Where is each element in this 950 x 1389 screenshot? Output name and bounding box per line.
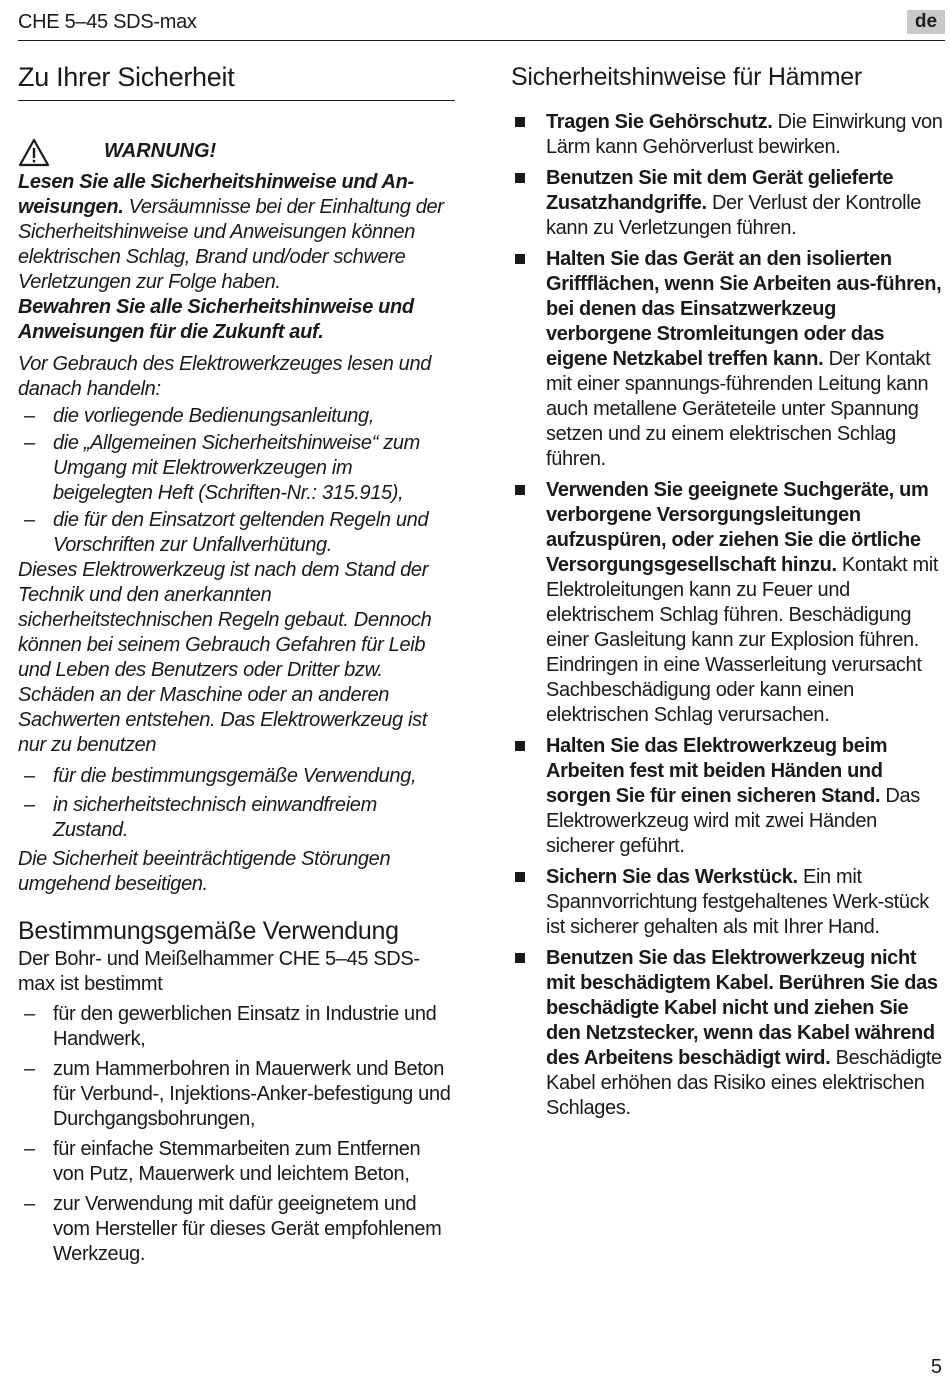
bullet-square-icon [515, 741, 525, 751]
bullet-square-icon [515, 872, 525, 882]
language-badge: de [907, 10, 945, 34]
section-intro: Der Bohr- und Meißelhammer CHE 5–45 SDS-max ist bestimmt [18, 948, 420, 995]
list-item: – zum Hammerbohren in Mauerwerk und Beton für Verbund-, Injektions-Anker-befestigung und Durchgangsbohrungen, [24, 1058, 451, 1130]
bullet-square-icon [515, 485, 525, 495]
list-item: – in sicherheitstechnisch einwandfreiem Zustand. [24, 794, 377, 841]
list-item: Benutzen Sie mit dem Gerät gelieferte Zusatzhandgriffe. Der Verlust der Kontrolle kann zu Verletzungen führen. [511, 166, 945, 241]
bullet-square-icon [515, 953, 525, 963]
warning-bold-2: Bewahren Sie alle Sicherheitshinweise und Anweisungen für die Zukunft auf. [18, 296, 414, 343]
warning-heading [18, 138, 455, 168]
bullet-square-icon [515, 173, 525, 183]
list-item: – die „Allgemeinen Sicherheitshinweise“ zum Umgang mit Elektrowerkzeugen im beigelegten Heft (Schriften-Nr.: 315.915), [24, 432, 420, 504]
intro-text: Vor Gebrauch des Elektrowerkzeuges lesen und danach handeln: [18, 353, 431, 400]
use-list [18, 764, 455, 843]
warning-text: Versäumnisse bei der Einhaltung der Sicherheitshinweise und Anweisungen können elektrischen Schlag, Brand und/oder schwere Verletzungen zur Folge haben. [18, 196, 444, 293]
warning-bold-1: Lesen Sie alle Sicherheitshinweise und An-weisungen. [18, 171, 414, 218]
header-title: CHE 5–45 SDS-max [18, 11, 197, 33]
hammer-safety-title: Sicherheitshinweise für Hämmer [511, 63, 862, 91]
warning-triangle-icon [18, 138, 50, 168]
list-item: – zur Verwendung mit dafür geeignetem und vom Hersteller für dieses Gerät empfohlenem Werkzeug. [24, 1193, 442, 1265]
list-item: Tragen Sie Gehörschutz. Die Einwirkung von Lärm kann Gehörverlust bewirken. [511, 110, 945, 160]
closing-text: Die Sicherheit beeinträchtigende Störungen umgehend beseitigen. [18, 848, 391, 895]
purpose-list [18, 1002, 455, 1267]
page-header [18, 10, 945, 41]
bullet-square-icon [515, 117, 525, 127]
list-item: – für einfache Stemmarbeiten zum Entfernen von Putz, Mauerwerk und leichtem Beton, [24, 1138, 421, 1185]
left-column [18, 58, 455, 1267]
list-item: Benutzen Sie das Elektrowerkzeug nicht mit beschädigtem Kabel. Berühren Sie das beschädigte Kabel nicht und ziehen Sie den Netzstecker, wenn das Kabel während des Arbeitens beschädigt wird. Beschädigte Kabel erhöhen das Risiko eines elektrischen Schlages. [511, 946, 945, 1121]
page-number: 5 [930, 1356, 942, 1378]
warning-label: WARNUNG! [104, 140, 217, 162]
list-item: – für den gewerblichen Einsatz in Industrie und Handwerk, [24, 1003, 437, 1050]
list-item: Halten Sie das Elektrowerkzeug beim Arbeiten fest mit beiden Händen und sorgen Sie für einen sicheren Stand. Das Elektrowerkzeug wird mit zwei Händen sicherer geführt. [511, 734, 945, 859]
page-title: Zu Ihrer Sicherheit [18, 58, 455, 101]
list-item: Halten Sie das Gerät an den isolierten Griffflächen, wenn Sie Arbeiten aus-führen, bei denen das Einsatzwerkzeug verborgene Stromleitungen oder das eigene Netzkabel treffen kann. Der Kontakt mit einer spannungs-führenden Leitung kann auch metallene Geräteteile unter Spannung setzen und zu einem elektrischen Schlag führen. [511, 247, 945, 472]
read-list [18, 404, 455, 558]
warning-paragraph [18, 170, 455, 295]
list-item: Verwenden Sie geeignete Suchgeräte, um verborgene Versorgungsleitungen aufzuspüren, oder ziehen Sie die örtliche Versorgungsgesellschaft hinzu. Kontakt mit Elektroleitungen kann zu Feuer und elektrischem Schlag führen. Beschädigung einer Gasleitung kann zur Explosion führen. Eindringen in eine Wasserleitung verursacht Sachbeschädigung oder kann einen elektrischen Schlag verursachen. [511, 478, 945, 728]
list-item: Sichern Sie das Werkstück. Ein mit Spannvorrichtung festgehaltenes Werk-stück ist sicherer gehalten als mit Ihrer Hand. [511, 865, 945, 940]
hammer-safety-list [511, 110, 945, 1121]
list-item: – die vorliegende Bedienungsanleitung, [24, 405, 374, 427]
section-title: Bestimmungsgemäße Verwendung [18, 917, 399, 945]
bullet-square-icon [515, 254, 525, 264]
list-item: – die für den Einsatzort geltenden Regeln und Vorschriften zur Unfallverhütung. [24, 509, 429, 556]
right-column [511, 58, 945, 1121]
state-text: Dieses Elektrowerkzeug ist nach dem Stand der Technik und den anerkannten sicherheitstechnischen Regeln gebaut. Dennoch können bei seinem Gebrauch Gefahren für Leib und Leben des Benutzers oder Dritter bzw. Schäden an der Maschine oder an anderen Sachwerten entstehen. Das Elektrowerkzeug ist nur zu benutzen [18, 559, 432, 756]
list-item: – für die bestimmungsgemäße Verwendung, [24, 765, 417, 787]
